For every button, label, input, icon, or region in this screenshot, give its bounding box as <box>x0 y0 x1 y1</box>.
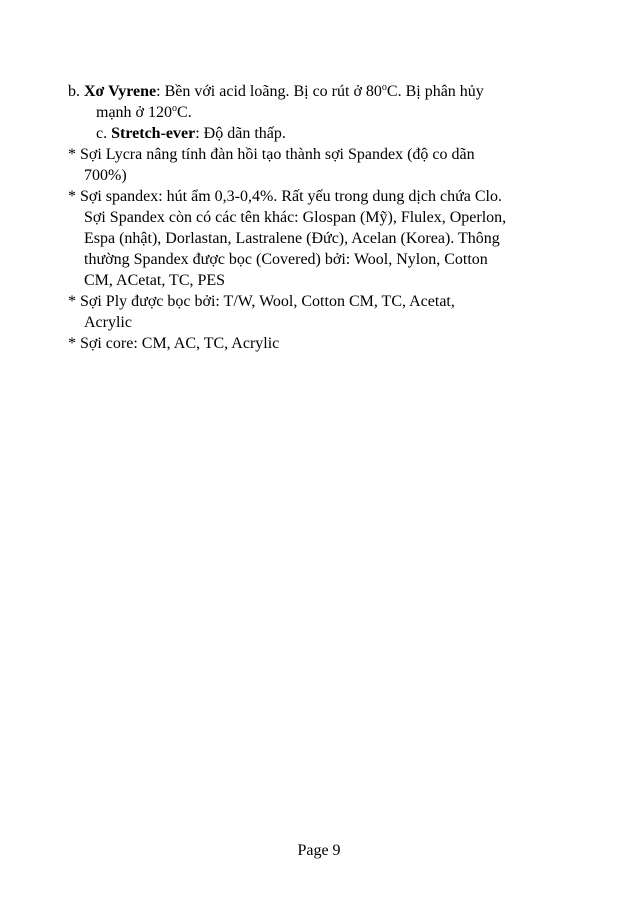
lycra-line-1: * Sợi Lycra nâng tính đàn hồi tạo thành sợi Spandex (độ co dãn <box>68 146 475 163</box>
ply-line-1: * Sợi Ply được bọc bởi: T/W, Wool, Cotton CM, TC, Acetat, <box>68 293 455 310</box>
lycra-line-2: 700%) <box>84 167 127 184</box>
ply-line-2: Acrylic <box>84 314 132 331</box>
para-b-prefix: b. <box>68 83 84 100</box>
para-b-text: : Bền với acid loãng. Bị co rút ở 80 <box>156 83 382 100</box>
para-b-line2-text: mạnh ở 120 <box>96 104 173 121</box>
degree-mark: o <box>381 82 387 93</box>
para-c-line <box>96 124 286 144</box>
term-stretch-ever: Stretch-ever <box>111 125 196 142</box>
degree-mark-2: o <box>172 103 178 114</box>
para-b-text-cont: C. Bị phân hủy <box>386 83 484 100</box>
page-number: Page 9 <box>297 842 341 859</box>
term-vyrene: Xơ Vyrene <box>84 83 157 100</box>
spandex-line-5: CM, ACetat, TC, PES <box>84 272 226 289</box>
spandex-line-4: thường Spandex được bọc (Covered) bởi: Wool, Nylon, Cotton <box>84 251 488 268</box>
para-c-prefix: c. <box>96 125 112 142</box>
spandex-line-2: Sợi Spandex còn có các tên khác: Glospan (Mỹ), Flulex, Operlon, <box>84 209 507 226</box>
spandex-line-3: Espa (nhật), Dorlastan, Lastralene (Đức), Acelan (Korea). Thông <box>84 230 500 247</box>
para-b-line2-end: C. <box>177 104 192 121</box>
para-b-line-2 <box>96 103 192 123</box>
core-line-1: * Sợi core: CM, AC, TC, Acrylic <box>68 335 280 352</box>
spandex-line-1: * Sợi spandex: hút ẩm 0,3-0,4%. Rất yếu trong dung dịch chứa Clo. <box>68 188 502 205</box>
para-b-line-1 <box>68 82 484 102</box>
para-c-text: : Độ dãn thấp. <box>195 125 286 142</box>
